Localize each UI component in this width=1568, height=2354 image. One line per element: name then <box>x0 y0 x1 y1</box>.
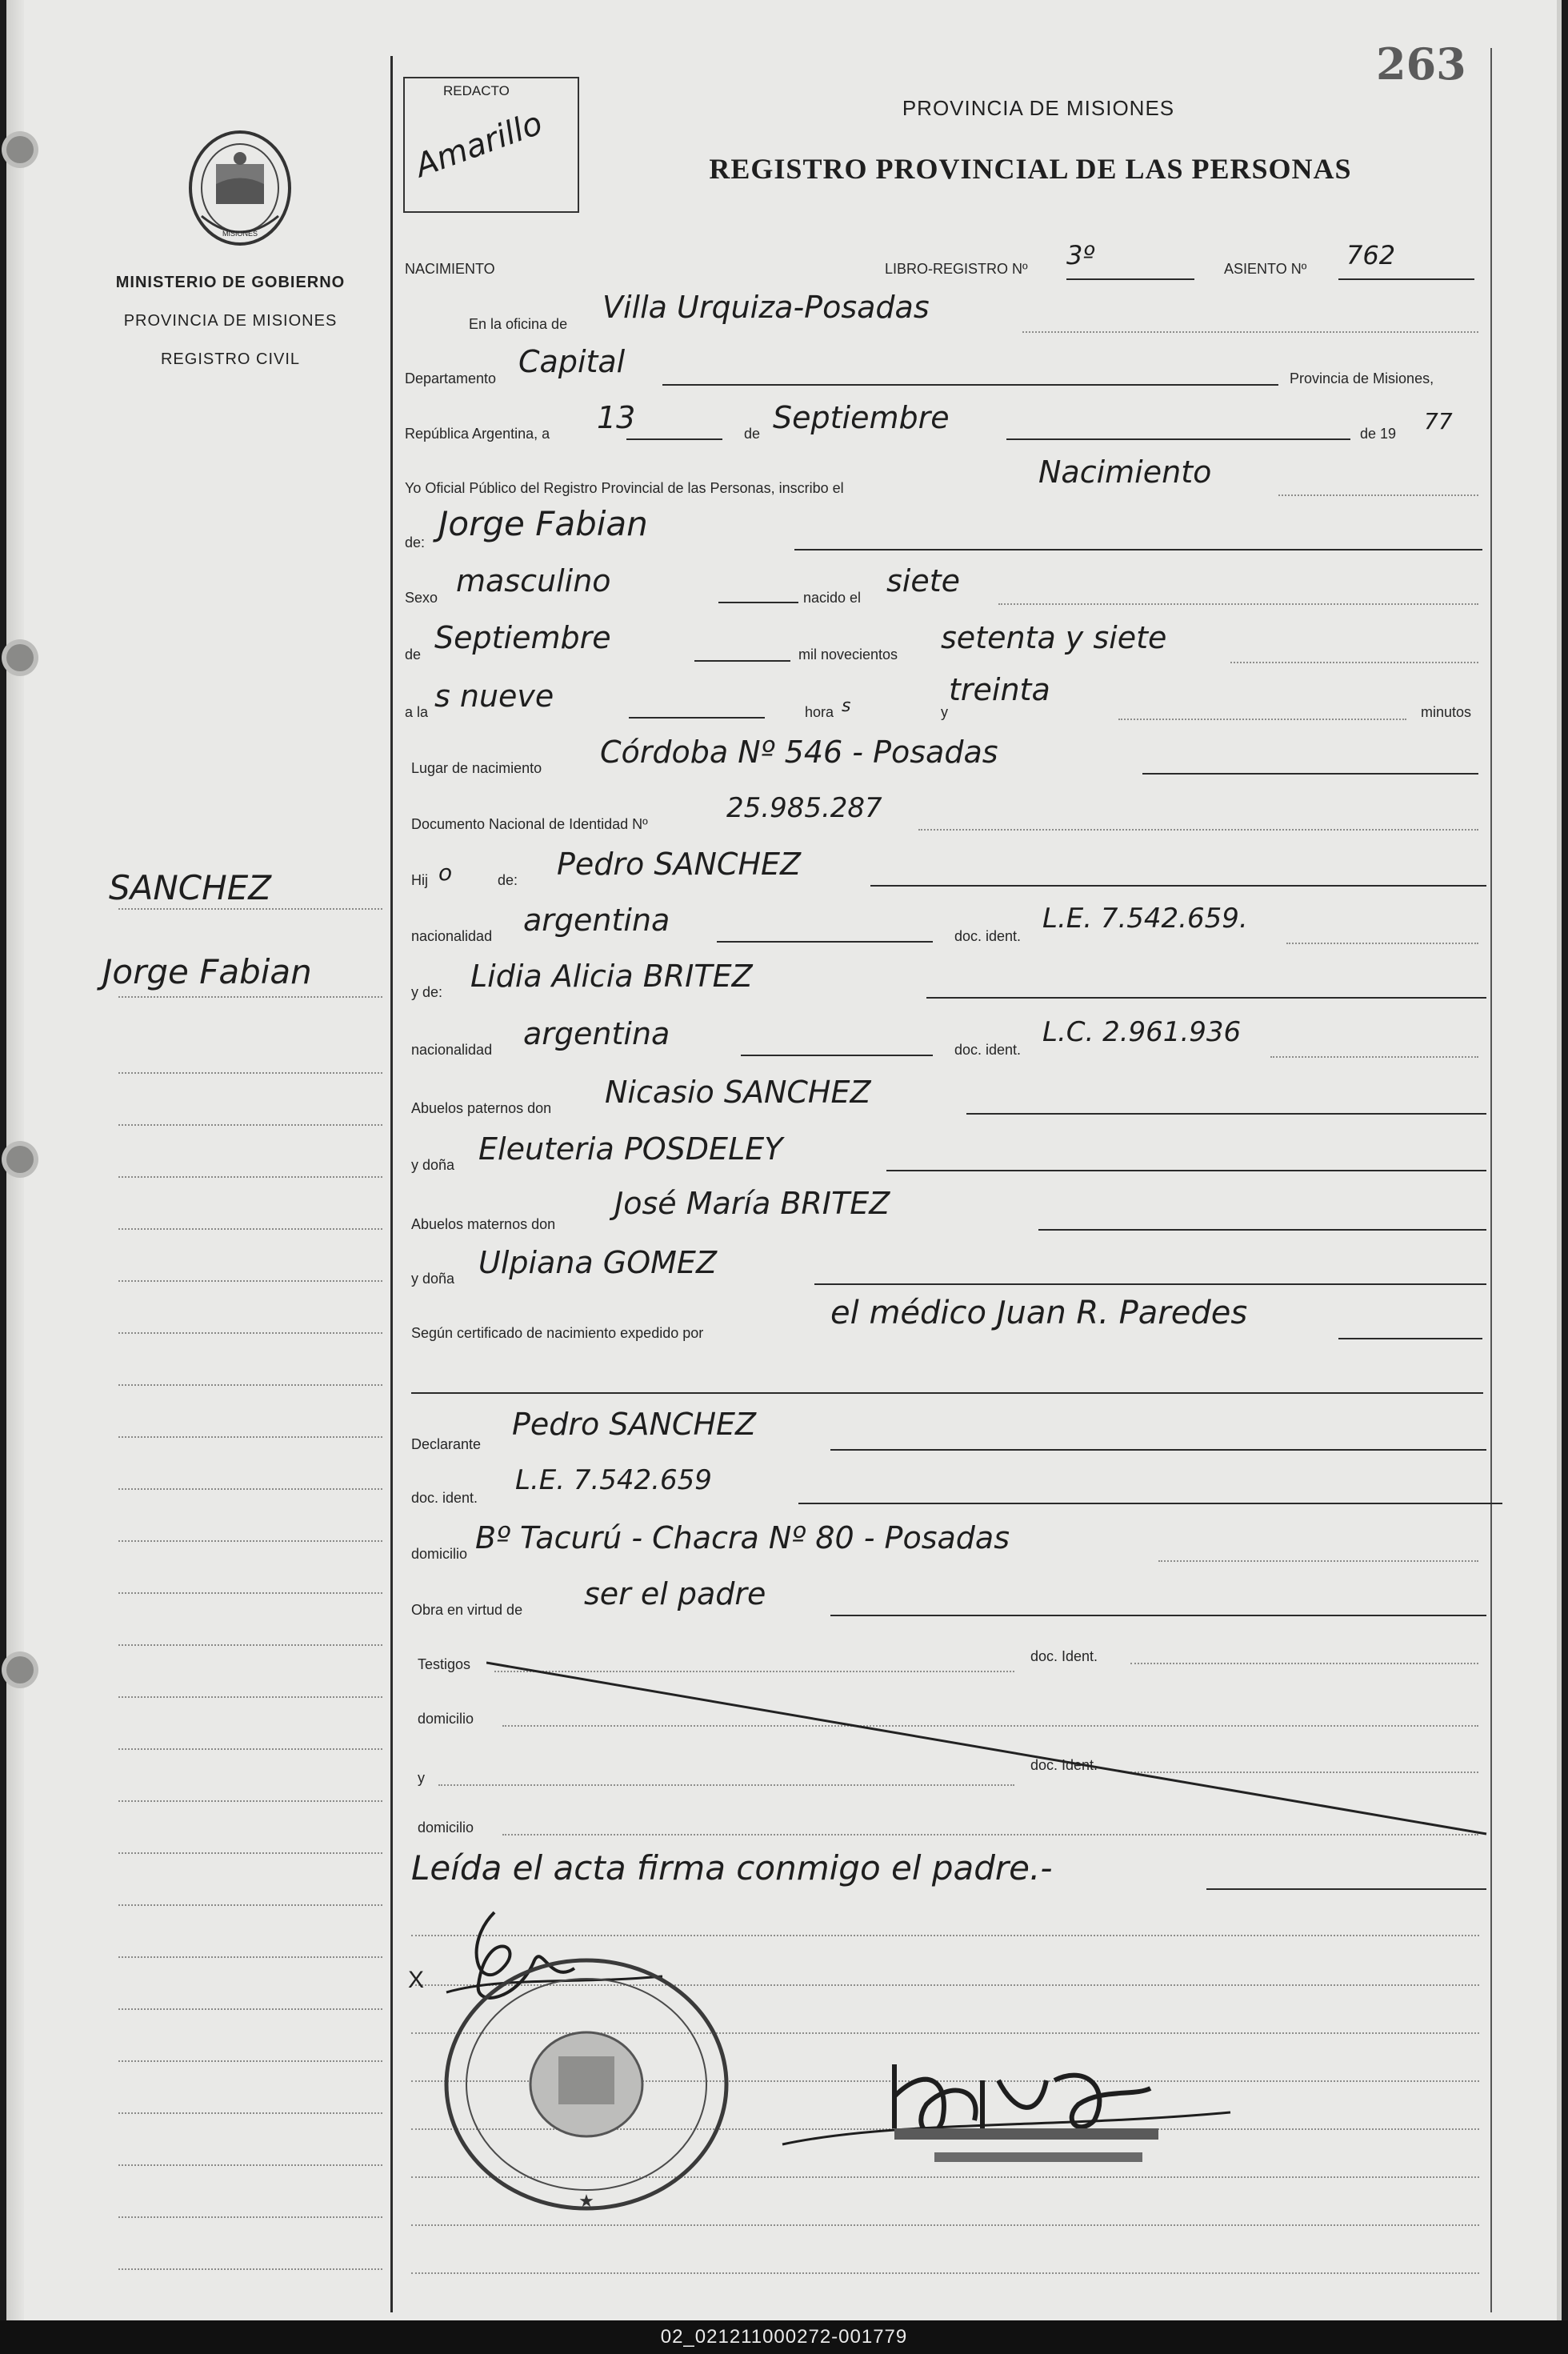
minutos-label: minutos <box>1421 704 1472 720</box>
binder-ring <box>6 1656 34 1683</box>
fill-line <box>1270 1056 1478 1058</box>
domicilio2-label: domicilio <box>418 1711 474 1727</box>
ydona-pat-label: y doña <box>411 1157 455 1173</box>
oficial-text: Yo Oficial Público del Registro Provincial de las Personas, inscribo el <box>405 480 844 496</box>
fill-line <box>794 549 1482 550</box>
registry-name: REGISTRO CIVIL <box>160 350 301 368</box>
obra-value: ser el padre <box>584 1576 766 1611</box>
margin-rule <box>118 1384 382 1386</box>
domicilio-value: Bº Tacurú - Chacra Nº 80 - Posadas <box>475 1520 1010 1555</box>
margin-rule <box>118 1072 382 1074</box>
nombre-value: Jorge Fabian <box>438 504 648 543</box>
acto-value: Nacimiento <box>1038 454 1212 490</box>
margin-rule <box>118 1800 382 1802</box>
abuelo-pat-value: Nicasio SANCHEZ <box>605 1075 871 1110</box>
nac-padre-value: argentina <box>523 903 670 938</box>
republica-label: República Argentina, a <box>405 426 550 442</box>
margin-rule <box>118 1852 382 1854</box>
fill-line <box>814 1283 1486 1285</box>
margin-rule <box>118 2060 382 2062</box>
margin-rule <box>118 996 382 998</box>
margin-rule <box>118 1436 382 1438</box>
cancel-strike-line <box>486 1656 1494 1840</box>
form-type-label: NACIMIENTO <box>405 261 495 277</box>
margin-rule <box>118 1644 382 1646</box>
fill-line <box>998 603 1478 605</box>
header-province: PROVINCIA DE MISIONES <box>902 96 1175 120</box>
nac-padre-label: nacionalidad <box>411 928 493 944</box>
nacido-value: siete <box>886 563 961 599</box>
nac-madre-label: nacionalidad <box>411 1042 493 1058</box>
margin-surname: SANCHEZ <box>109 868 272 907</box>
fill-line <box>1286 943 1478 944</box>
doc-padre-value: L.E. 7.542.659. <box>1042 903 1248 935</box>
lugar-label: Lugar de nacimiento <box>411 760 542 776</box>
margin-rule <box>118 1280 382 1282</box>
redacto-label: REDACTO <box>443 83 510 98</box>
abuelos-mat-label: Abuelos maternos don <box>411 1216 556 1232</box>
margin-rule <box>118 1696 382 1698</box>
nacido-label: nacido el <box>803 590 862 606</box>
doc-ident-label: doc. Ident. <box>1030 1648 1098 1664</box>
year-label: de 19 <box>1360 426 1397 442</box>
fill-line <box>1118 719 1406 720</box>
fill-line <box>1338 1338 1482 1339</box>
declarante-value: Pedro SANCHEZ <box>512 1407 757 1442</box>
ydona-mat-label: y doña <box>411 1271 455 1287</box>
fill-line <box>1022 331 1478 333</box>
lugar-value: Córdoba Nº 546 - Posadas <box>600 735 998 770</box>
binder-ring <box>6 1146 34 1173</box>
yde-label: y de: <box>411 984 443 1000</box>
sexo-value: masculino <box>456 563 611 599</box>
x-mark: X <box>408 1967 425 1993</box>
image-caption: 02_021211000272-001779 <box>0 2320 1568 2354</box>
oficina-value: Villa Urquiza-Posadas <box>602 290 930 325</box>
horas-suffix: s <box>842 696 851 716</box>
page-number: 263 <box>1376 38 1466 90</box>
departamento-value: Capital <box>518 344 626 379</box>
fill-line <box>918 829 1478 831</box>
fill-line <box>1230 662 1478 663</box>
margin-rule <box>118 2164 382 2166</box>
margin-rule <box>118 2268 382 2270</box>
month-value: Septiembre <box>773 400 950 435</box>
fill-line <box>870 885 1486 887</box>
obra-label: Obra en virtud de <box>411 1602 523 1618</box>
minutos-value: treinta <box>949 672 1050 707</box>
asiento-label: ASIENTO Nº <box>1224 261 1307 277</box>
fill-line <box>718 602 798 603</box>
margin-divider <box>390 56 393 2312</box>
alas-label: a la <box>405 704 429 720</box>
doc-decl-value: L.E. 7.542.659 <box>515 1464 712 1496</box>
doc-madre-label: doc. ident. <box>954 1042 1022 1058</box>
fill-line <box>411 1392 1483 1394</box>
provincia-suffix: Provincia de Misiones, <box>1290 370 1434 386</box>
margin-rule <box>118 2008 382 2010</box>
official-seal-icon <box>438 1952 734 2216</box>
hijo-suffix: o <box>438 859 453 886</box>
day-value: 13 <box>597 400 636 435</box>
oficina-label: En la oficina de <box>469 316 568 332</box>
binder-ring <box>6 136 34 163</box>
province-name: PROVINCIA DE MISIONES <box>123 312 338 330</box>
domicilio3-label: domicilio <box>418 1820 474 1836</box>
y2-label: y <box>418 1770 425 1786</box>
margin-given-names: Jorge Fabian <box>102 952 312 991</box>
svg-text:★: ★ <box>578 2191 594 2211</box>
certificado-value: el médico Juan R. Paredes <box>830 1295 1248 1331</box>
fill-line <box>830 1449 1486 1451</box>
margin-rule <box>118 1488 382 1490</box>
fill-line <box>1142 773 1478 775</box>
margin-rule <box>118 1956 382 1958</box>
abuela-pat-value: Eleuteria POSDELEY <box>478 1131 783 1167</box>
declarante-label: Declarante <box>411 1436 482 1452</box>
abuelos-pat-label: Abuelos paternos don <box>411 1100 552 1116</box>
libro-value: 3º <box>1066 240 1095 270</box>
fill-line <box>626 438 722 440</box>
margin-rule <box>118 2112 382 2114</box>
margin-rule <box>118 1904 382 1906</box>
de2-label: de: <box>405 534 426 550</box>
fill-line <box>1066 278 1194 280</box>
year-value: 77 <box>1424 408 1453 434</box>
fill-line <box>886 1170 1486 1171</box>
fill-line <box>741 1055 933 1056</box>
fill-line <box>1158 1560 1478 1562</box>
mes-nac-value: Septiembre <box>434 620 611 655</box>
de-label: de <box>744 426 761 442</box>
fill-line <box>629 717 765 719</box>
margin-rule <box>118 1124 382 1126</box>
anio-nac-value: setenta y siete <box>941 620 1167 655</box>
margin-rule <box>118 2216 382 2218</box>
testigos-label: Testigos <box>418 1656 471 1672</box>
hijo-label: Hij <box>411 872 428 888</box>
official-signature-icon <box>774 2032 1238 2168</box>
asiento-value: 762 <box>1346 240 1396 270</box>
certificado-label: Según certificado de nacimiento expedido por <box>411 1325 704 1341</box>
nac-madre-value: argentina <box>523 1016 670 1051</box>
domicilio-label: domicilio <box>411 1546 468 1562</box>
margin-rule <box>118 1228 382 1230</box>
padre-value: Pedro SANCHEZ <box>557 847 802 882</box>
doc-madre-value: L.C. 2.961.936 <box>1042 1016 1242 1048</box>
departamento-label: Departamento <box>405 370 497 386</box>
hijo-de-label: de: <box>498 872 518 888</box>
margin-rule <box>118 1540 382 1542</box>
rule-line <box>411 2272 1479 2274</box>
fill-line <box>1038 1229 1486 1231</box>
fill-line <box>966 1113 1486 1115</box>
dni-value: 25.985.287 <box>726 792 882 824</box>
fill-line <box>926 997 1486 999</box>
cierre-value: Leída el acta firma conmigo el padre.- <box>411 1848 1053 1888</box>
hora-value: s nueve <box>434 679 554 714</box>
margin-rule <box>118 1176 382 1178</box>
abuela-mat-value: Ulpiana GOMEZ <box>478 1245 717 1280</box>
sexo-label: Sexo <box>405 590 438 606</box>
doc-decl-label: doc. ident. <box>411 1490 478 1506</box>
libro-label: LIBRO-REGISTRO Nº <box>885 261 1028 277</box>
fill-line <box>1338 278 1474 280</box>
margin-rule <box>118 1332 382 1334</box>
fill-line <box>662 384 1278 386</box>
ministry-name: MINISTERIO DE GOBIERNO <box>115 274 346 291</box>
fill-line <box>830 1615 1486 1616</box>
abuelo-mat-value: José María BRITEZ <box>614 1186 890 1221</box>
fill-line <box>717 941 933 943</box>
y-label: y <box>941 704 948 720</box>
fill-line <box>1278 494 1478 496</box>
fill-line <box>798 1503 1502 1504</box>
fill-line <box>1006 438 1350 440</box>
header-title: REGISTRO PROVINCIAL DE LAS PERSONAS <box>709 153 1352 185</box>
margin-rule <box>118 1748 382 1750</box>
doc-padre-label: doc. ident. <box>954 928 1022 944</box>
crest-caption: MISIONES <box>222 230 258 238</box>
horas-label: hora <box>805 704 834 720</box>
fill-line <box>1206 1888 1486 1890</box>
madre-value: Lidia Alicia BRITEZ <box>470 959 753 994</box>
binder-ring <box>6 644 34 671</box>
redacto-signature: Amarillo <box>410 105 547 185</box>
de3-label: de <box>405 647 422 663</box>
margin-rule <box>118 1592 382 1594</box>
doc-ident2-label: doc. Ident. <box>1030 1757 1098 1773</box>
provincial-crest-icon <box>184 128 296 248</box>
fill-line <box>694 660 790 662</box>
page-right-border <box>1490 48 1492 2312</box>
rule-line <box>411 2224 1479 2226</box>
mil-label: mil novecientos <box>798 647 898 663</box>
margin-rule <box>118 908 382 910</box>
register-page <box>6 0 1562 2320</box>
dni-label: Documento Nacional de Identidad Nº <box>411 816 648 832</box>
redacto-box <box>403 77 579 213</box>
